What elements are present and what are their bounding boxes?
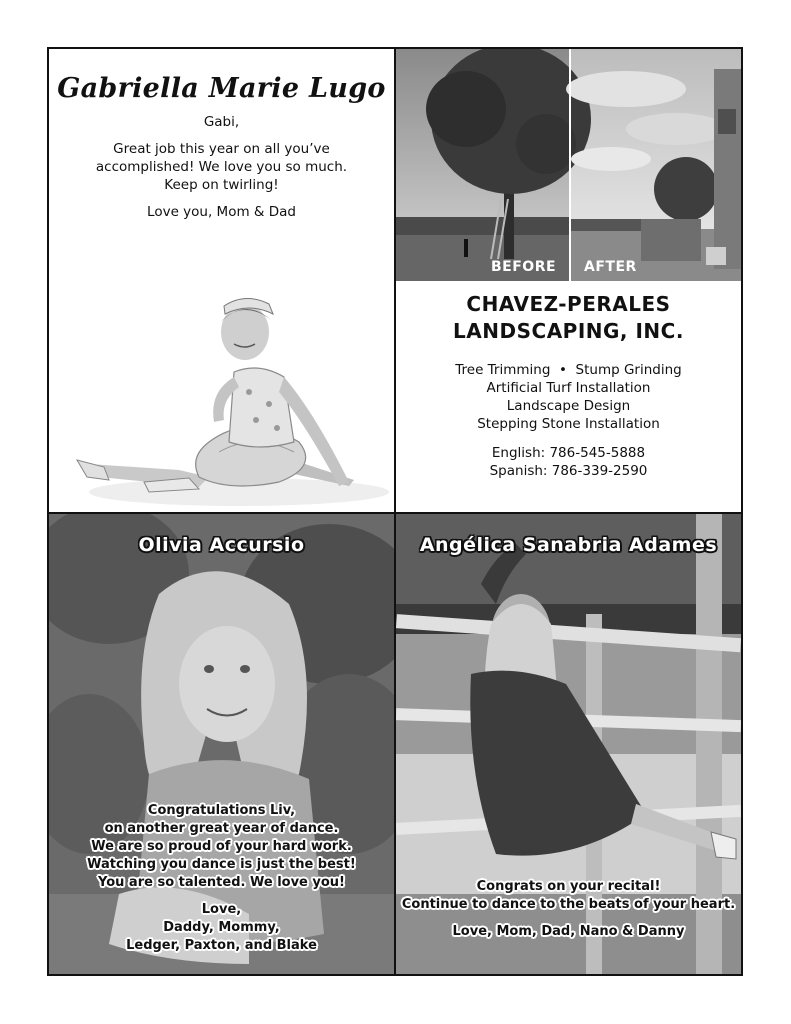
- signoff-line: Love,: [201, 902, 242, 917]
- phone-english: English: 786-545-5888: [491, 445, 646, 461]
- signoff: [49, 901, 394, 955]
- message-line: Continue to dance to the beats of your heart.: [401, 897, 736, 912]
- message-line: We are so proud of your hard work.: [91, 839, 352, 854]
- message-line: accomplished! We love you so much.: [95, 159, 348, 175]
- company-line: CHAVEZ-PERALES: [466, 292, 671, 316]
- ad-page-grid: [47, 47, 743, 976]
- service-item: Stepping Stone Installation: [477, 416, 660, 432]
- ad-olivia: [49, 514, 396, 974]
- ad-landscaping: [396, 49, 741, 514]
- message-line: Keep on twirling!: [164, 177, 279, 193]
- service-item: Tree Trimming • Stump Grinding: [455, 362, 682, 378]
- message: [396, 878, 741, 914]
- ad-angelica: [396, 514, 741, 974]
- signoff-line: Daddy, Mommy,: [163, 920, 280, 935]
- ad-message-olivia: [49, 802, 394, 964]
- company-name: [396, 291, 741, 345]
- company-line: LANDSCAPING, INC.: [453, 319, 684, 343]
- ad-message-gabriella: [65, 113, 378, 230]
- message-line: You are so talented. We love you!: [98, 875, 345, 890]
- message-line: Congratulations Liv,: [147, 803, 296, 818]
- services-list: [396, 361, 741, 433]
- message: [65, 140, 378, 194]
- service-item: Landscape Design: [506, 398, 631, 414]
- message-line: on another great year of dance.: [104, 821, 339, 836]
- phone-spanish: Spanish: 786-339-2590: [489, 463, 648, 479]
- ad-name-gabriella: Gabriella Marie Lugo: [57, 73, 386, 104]
- ad-name-olivia: Olivia Accursio: [138, 534, 305, 556]
- before-after-photo: [396, 49, 741, 281]
- service-item: Artificial Turf Installation: [486, 380, 651, 396]
- dancer-photo-gabriella: [49, 292, 394, 512]
- ad-gabriella: [49, 49, 396, 514]
- signoff-line: Ledger, Paxton, and Blake: [126, 938, 317, 953]
- before-label: BEFORE: [491, 259, 557, 275]
- signoff: Love you, Mom & Dad: [147, 204, 296, 220]
- phone-numbers: [396, 444, 741, 480]
- message-line: Congrats on your recital!: [476, 879, 661, 894]
- message-line: Watching you dance is just the best!: [87, 857, 356, 872]
- message: [49, 802, 394, 892]
- message-line: Great job this year on all you’ve: [113, 141, 330, 157]
- after-label: AFTER: [584, 259, 637, 275]
- ad-name-angelica: Angélica Sanabria Adames: [419, 534, 718, 556]
- ad-message-angelica: [396, 878, 741, 950]
- signoff: Love, Mom, Dad, Nano & Danny: [452, 924, 685, 939]
- greeting: Gabi,: [203, 114, 240, 130]
